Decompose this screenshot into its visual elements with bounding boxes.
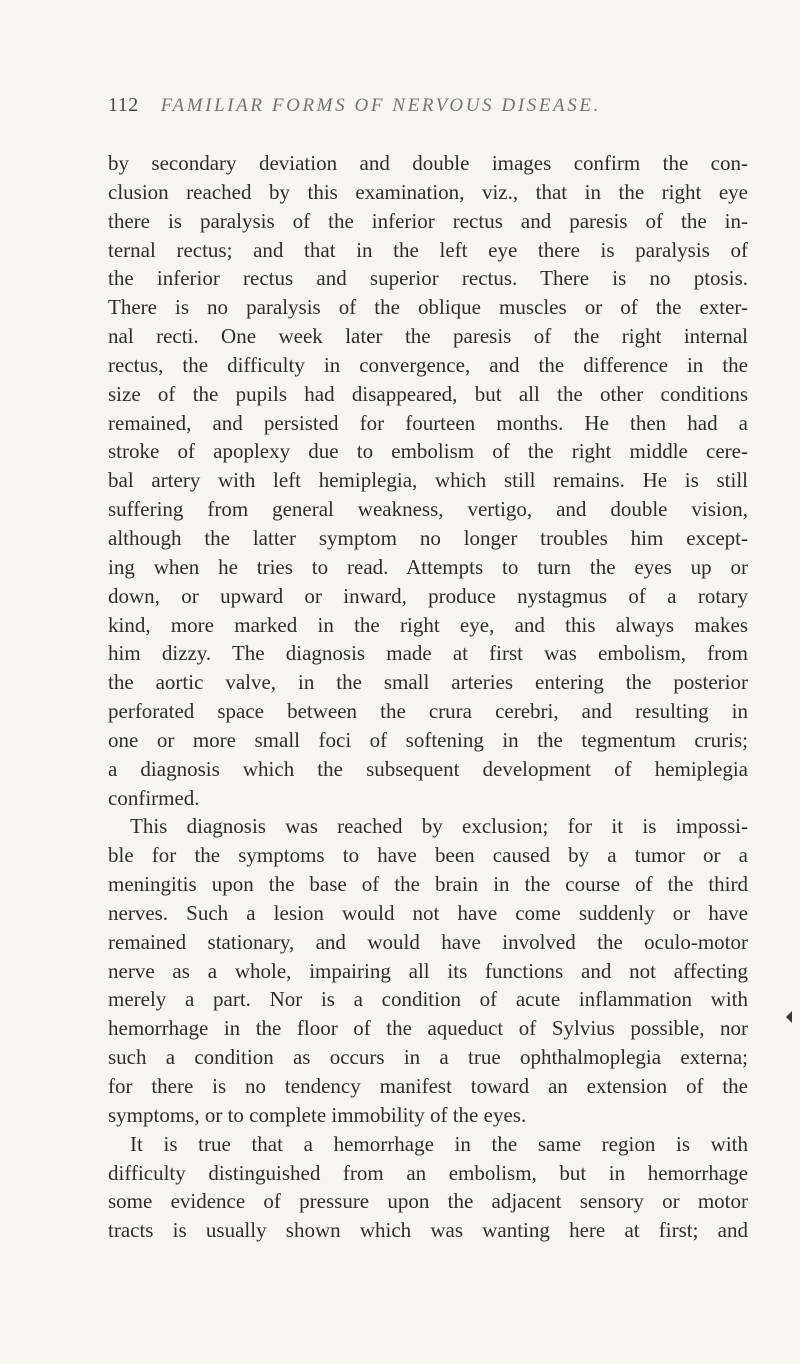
text-line: size of the pupils had disappeared, but all the other conditions	[108, 381, 748, 406]
text-line: ing when he tries to read. Attempts to turn the eyes up or	[108, 554, 748, 579]
text-line: kind, more marked in the right eye, and this always makes	[108, 612, 748, 637]
text-line: nal recti. One week later the paresis of the right internal	[108, 324, 748, 349]
text-line: There is no paralysis of the oblique muscles or of the exter-	[108, 295, 748, 320]
text-line: for there is no tendency manifest toward an extension of the	[108, 1074, 748, 1098]
text-line: hemorrhage in the floor of the aqueduct of Sylvius possible, nor	[108, 1016, 748, 1041]
margin-mark-icon	[786, 1011, 792, 1023]
text-line: confirmed.	[108, 785, 200, 810]
body-text	[108, 149, 748, 1245]
text-line: by secondary deviation and double images confirm the con-	[108, 151, 748, 175]
running-head-title: FAMILIAR FORMS OF NERVOUS DISEASE.	[160, 95, 601, 116]
text-line: rectus, the difficulty in convergence, and the difference in the	[108, 352, 748, 377]
text-line: the inferior rectus and superior rectus. There is no ptosis.	[108, 266, 748, 291]
text-line: ble for the symptoms to have been caused by a tumor or a	[108, 843, 748, 868]
text-line: although the latter symptom no longer troubles him except-	[108, 525, 748, 550]
text-line: some evidence of pressure upon the adjacent sensory or motor	[108, 1189, 748, 1214]
text-line: This diagnosis was reached by exclusion; for it is impossi-	[130, 814, 748, 839]
text-line: nerves. Such a lesion would not have come suddenly or have	[108, 900, 748, 925]
text-line: down, or upward or inward, produce nystagmus of a rotary	[108, 583, 748, 608]
text-line: perforated space between the crura cerebri, and resulting in	[108, 699, 748, 724]
text-line: nerve as a whole, impairing all its functions and not affecting	[108, 958, 748, 983]
text-line: stroke of apoplexy due to embolism of the right middle cere-	[108, 439, 748, 464]
text-line: merely a part. Nor is a condition of acute inflammation with	[108, 987, 748, 1012]
text-line: clusion reached by this examination, viz., that in the right eye	[108, 179, 748, 204]
text-line: one or more small foci of softening in the tegmentum cruris;	[108, 727, 748, 752]
running-head	[108, 94, 748, 124]
text-line: meningitis upon the base of the brain in the course of the third	[108, 872, 748, 897]
text-line: It is true that a hemorrhage in the same region is with	[130, 1131, 748, 1156]
text-line: difficulty distinguished from an embolism, but in hemorrhage	[108, 1160, 748, 1185]
text-line: suffering from general weakness, vertigo, and double vision,	[108, 497, 748, 522]
page-number: 112	[108, 94, 139, 116]
text-line: remained stationary, and would have involved the oculo-motor	[108, 929, 748, 954]
text-line: there is paralysis of the inferior rectus and paresis of the in-	[108, 208, 748, 233]
text-line: remained, and persisted for fourteen months. He then had a	[108, 410, 748, 435]
text-line: him dizzy. The diagnosis made at first was embolism, from	[108, 641, 748, 666]
text-line: such a condition as occurs in a true ophthalmoplegia externa;	[108, 1045, 748, 1070]
text-line: symptoms, or to complete immobility of the eyes.	[108, 1102, 527, 1127]
text-line: tracts is usually shown which was wanting here at first; and	[108, 1218, 748, 1243]
text-line: ternal rectus; and that in the left eye there is paralysis of	[108, 237, 748, 262]
text-line: the aortic valve, in the small arteries entering the posterior	[108, 670, 748, 695]
text-line: bal artery with left hemiplegia, which still remains. He is still	[108, 468, 748, 493]
text-line: a diagnosis which the subsequent development of hemiplegia	[108, 756, 748, 781]
